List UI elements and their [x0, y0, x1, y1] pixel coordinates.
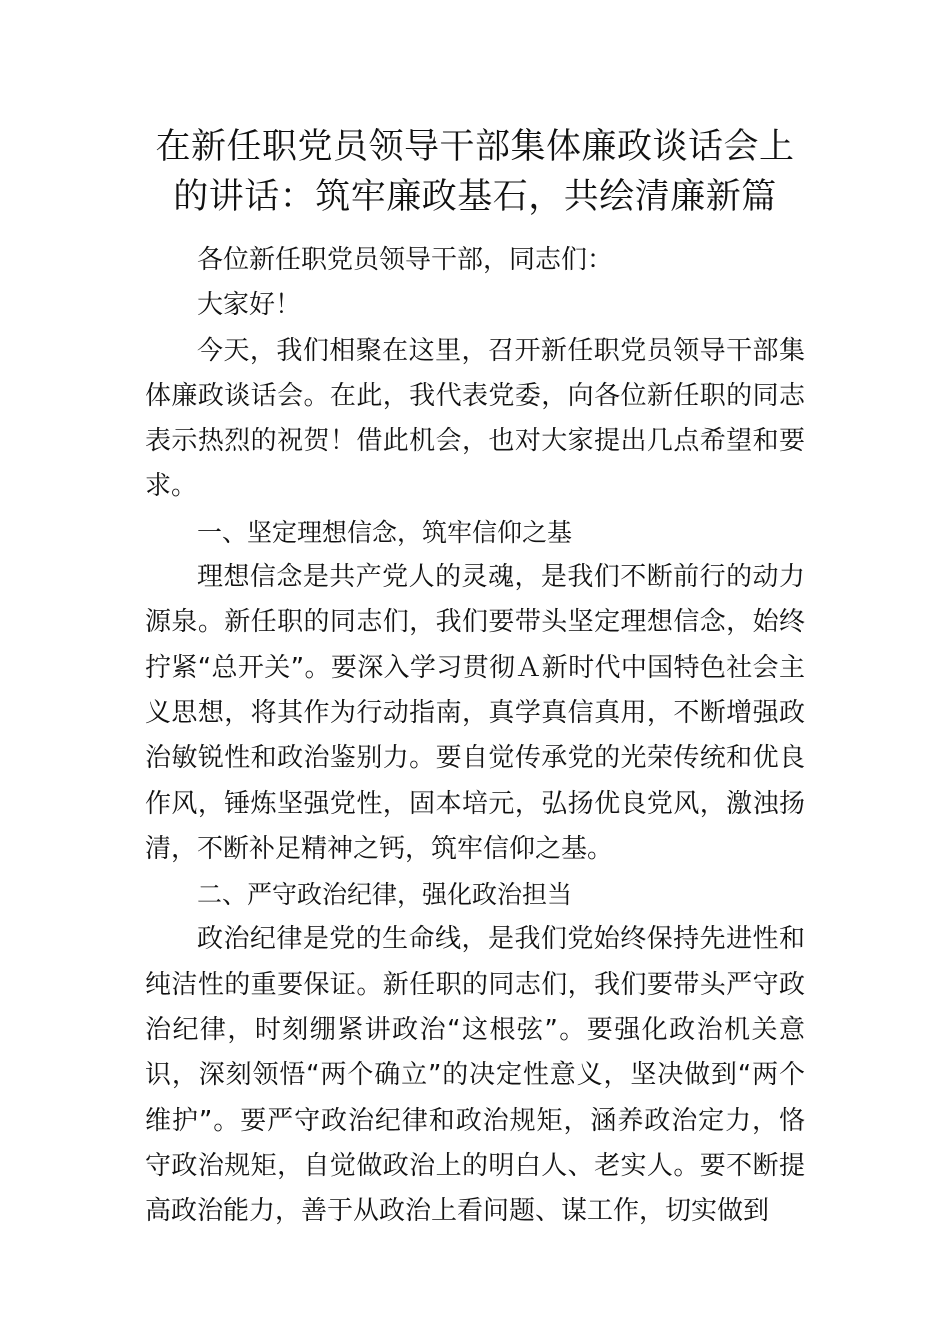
document-body — [145, 238, 805, 1235]
document-title — [140, 122, 810, 222]
title-line-1: 在新任职党员领导干部集体廉政谈话会上 — [155, 127, 795, 167]
greeting: 大家好！ — [197, 290, 302, 321]
intro-paragraph: 今天，我们相聚在这里，召开新任职党员领导干部集体廉政谈话会。在此，我代表党委，向各位新任职的同志表示热烈的祝贺！借此机会，也对大家提出几点希望和要求。 — [145, 335, 805, 502]
section-heading-2: 二、严守政治纪律，强化政治担当 — [197, 880, 573, 910]
title-line-2: 的讲话：筑牢廉政基石，共绘清廉新篇 — [173, 177, 777, 217]
salutation: 各位新任职党员领导干部，同志们： — [197, 245, 614, 275]
section-heading-1: 一、坚定理想信念，筑牢信仰之基 — [197, 517, 573, 547]
section-paragraph-2: 政治纪律是党的生命线，是我们党始终保持先进性和纯洁性的重要保证。新任职的同志们，我们要带头严守政治纪律，时刻绷紧讲政治“这根弦”。要强化政治机关意识，深刻领悟“两个确立”的决定性意义，坚决做到“两个维护”。要严守政治纪律和政治规矩，涵养政治定力，恪守政治规矩，自觉做政治上的明白人、老实人。要不断提高政治能力，善于从政治上看问题、谋工作，切实做到 — [145, 924, 805, 1227]
section-paragraph-1: 理想信念是共产党人的灵魂，是我们不断前行的动力源泉。新任职的同志们，我们要带头坚定理想信念，始终拧紧“总开关”。要深入学习贯彻Ａ新时代中国特色社会主义思想，将其作为行动指南，真学真信真用，不断增强政治敏锐性和政治鉴别力。要自觉传承党的光荣传统和优良作风，锤炼坚强党性，固本培元，弘扬优良党风，激浊扬清，不断补足精神之钙，筑牢信仰之基。 — [145, 562, 805, 864]
